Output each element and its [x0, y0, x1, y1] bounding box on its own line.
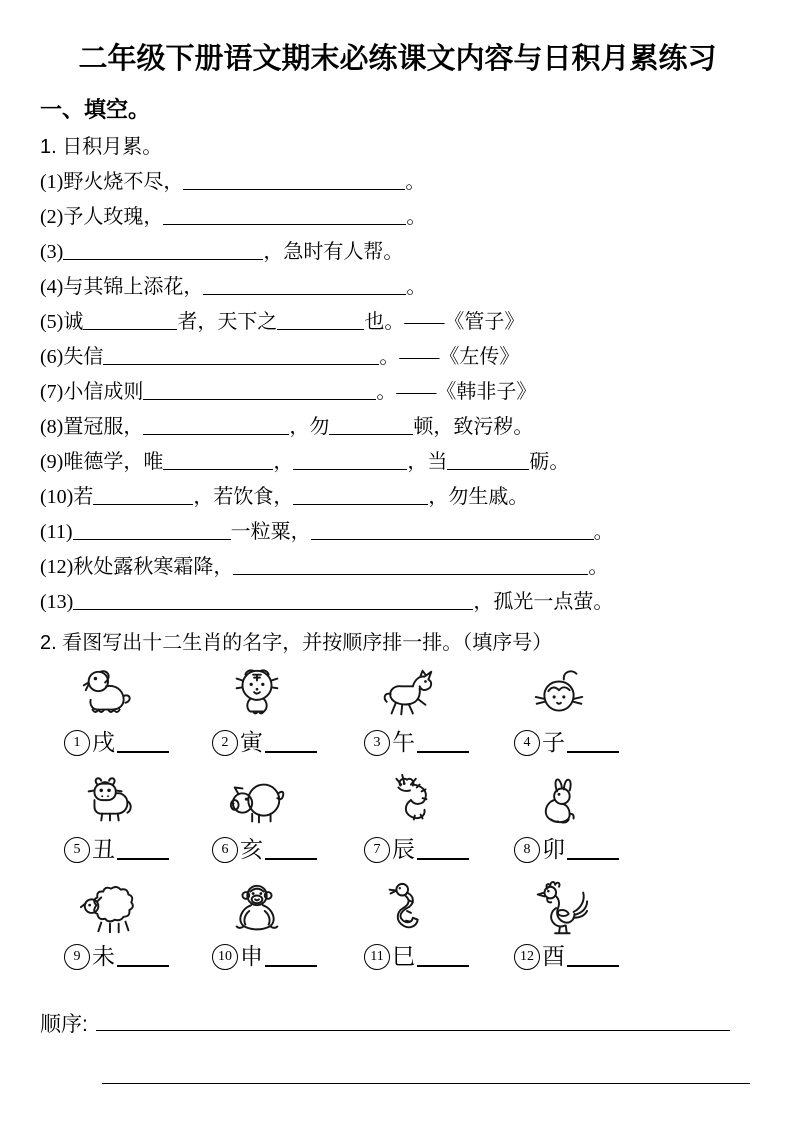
question-text: 。	[593, 521, 614, 543]
answer-blank-q5-2[interactable]	[277, 325, 364, 330]
zodiac-answer-blank-11[interactable]	[417, 947, 469, 967]
question-line-9	[40, 445, 755, 480]
earthly-branch-character: 丑	[92, 837, 115, 862]
question-text: 也。——《管子》	[364, 311, 525, 333]
question-line-3	[40, 235, 755, 270]
answer-blank-q9-1[interactable]	[163, 465, 273, 470]
question-text: 顿，致污秽。	[413, 416, 534, 438]
earthly-branch-character: 巳	[392, 944, 415, 969]
question-text: ，若饮食，	[193, 486, 294, 508]
zodiac-label	[212, 730, 317, 756]
zodiac-label	[514, 837, 619, 863]
zodiac-label	[364, 837, 469, 863]
zodiac-label	[212, 837, 317, 863]
zodiac-item-tiger	[212, 659, 364, 766]
question-text: (13)	[40, 591, 74, 613]
zodiac-answer-blank-6[interactable]	[265, 840, 317, 860]
item-number-circle: 1	[64, 730, 90, 756]
order-answer-line-1[interactable]	[96, 1014, 730, 1031]
zodiac-label	[514, 944, 619, 970]
rabbit-icon	[528, 766, 590, 834]
zodiac-answer-blank-1[interactable]	[117, 733, 169, 753]
earthly-branch-character: 酉	[542, 944, 565, 969]
zodiac-answer-blank-12[interactable]	[567, 947, 619, 967]
item-number-circle: 9	[64, 944, 90, 970]
question-line-10	[40, 480, 755, 515]
item-number-circle: 11	[364, 944, 390, 970]
zodiac-answer-blank-10[interactable]	[265, 947, 317, 967]
answer-blank-q11-2[interactable]	[311, 535, 594, 540]
question-text: (9)唯德学，唯	[40, 451, 164, 473]
zodiac-item-horse	[364, 659, 514, 766]
question-text: 。	[406, 206, 427, 228]
dog-icon	[78, 659, 140, 727]
pig-icon	[226, 766, 288, 834]
horse-icon	[378, 659, 440, 727]
rooster-icon	[528, 873, 590, 941]
question-text: (7)小信成则	[40, 381, 144, 403]
question-line-13	[40, 585, 755, 620]
item-number-circle: 3	[364, 730, 390, 756]
answer-blank-q8-2[interactable]	[329, 430, 413, 435]
question-text: 。	[406, 276, 427, 298]
earthly-branch-character: 未	[92, 944, 115, 969]
item-number-circle: 7	[364, 837, 390, 863]
earthly-branch-character: 申	[240, 944, 263, 969]
earthly-branch-character: 戌	[92, 730, 115, 755]
zodiac-answer-blank-4[interactable]	[567, 733, 619, 753]
item-number-circle: 4	[514, 730, 540, 756]
question-text: (6)失信	[40, 346, 104, 368]
item-number-circle: 2	[212, 730, 238, 756]
zodiac-answer-blank-3[interactable]	[417, 733, 469, 753]
question-line-5	[40, 305, 755, 340]
item-number-circle: 5	[64, 837, 90, 863]
earthly-branch-character: 卯	[542, 837, 565, 862]
question-line-8	[40, 410, 755, 445]
ox-icon	[78, 766, 140, 834]
section-1-heading: 一、填空。	[40, 97, 151, 122]
answer-blank-q13-1[interactable]	[73, 605, 473, 610]
answer-blank-q12-1[interactable]	[233, 570, 588, 575]
question-text: 。——《左传》	[379, 346, 520, 368]
question-text: 。	[405, 171, 426, 193]
order-label: 顺序:	[40, 1013, 88, 1036]
earthly-branch-character: 亥	[240, 837, 263, 862]
question-text: ，急时有人帮。	[263, 241, 404, 263]
zodiac-grid	[64, 659, 755, 980]
question-1-label: 1. 日积月累。	[40, 136, 163, 158]
zodiac-answer-blank-7[interactable]	[417, 840, 469, 860]
item-number-circle: 10	[212, 944, 238, 970]
zodiac-item-rooster	[514, 873, 694, 980]
question-line-1	[40, 165, 755, 200]
sheep-icon	[78, 873, 140, 941]
question-line-6	[40, 340, 755, 375]
zodiac-label	[212, 944, 317, 970]
order-row	[40, 1008, 755, 1038]
question-text: 砺。	[529, 451, 570, 473]
question-2-label: 2. 看图写出十二生肖的名字，并按顺序排一排。（填序号）	[40, 632, 553, 654]
item-number-circle: 8	[514, 837, 540, 863]
answer-blank-q8-1[interactable]	[143, 430, 289, 435]
zodiac-answer-blank-9[interactable]	[117, 947, 169, 967]
order-answer-line-2[interactable]	[102, 1082, 750, 1084]
earthly-branch-character: 子	[542, 730, 565, 755]
monkey-icon	[226, 873, 288, 941]
question-line-2	[40, 200, 755, 235]
question-text: 。——《韩非子》	[376, 381, 537, 403]
answer-blank-q4-1[interactable]	[203, 290, 406, 295]
answer-blank-q10-1[interactable]	[93, 500, 193, 505]
zodiac-answer-blank-2[interactable]	[265, 733, 317, 753]
zodiac-label	[364, 944, 469, 970]
answer-blank-q7-1[interactable]	[143, 395, 376, 400]
question-text: (3)	[40, 241, 64, 263]
snake-icon	[378, 873, 440, 941]
zodiac-label	[64, 944, 169, 970]
question-text: (1)野火烧不尽，	[40, 171, 184, 193]
question-line-12	[40, 550, 755, 585]
question-text: (12)秋处露秋寒霜降，	[40, 556, 234, 578]
zodiac-item-dragon	[364, 766, 514, 873]
answer-blank-q5-1[interactable]	[83, 325, 177, 330]
zodiac-label	[64, 837, 169, 863]
earthly-branch-character: 辰	[392, 837, 415, 862]
zodiac-item-sheep	[64, 873, 212, 980]
answer-blank-q6-1[interactable]	[103, 360, 379, 365]
question-text: (5)诚	[40, 311, 84, 333]
zodiac-answer-blank-8[interactable]	[567, 840, 619, 860]
answer-blank-q10-2[interactable]	[293, 500, 428, 505]
question-text: ，当	[407, 451, 448, 473]
dragon-icon	[378, 766, 440, 834]
question-text: 者，天下之	[177, 311, 278, 333]
question-text: 一粒粟，	[230, 521, 311, 543]
zodiac-item-monkey	[212, 873, 364, 980]
question-text: (10)若	[40, 486, 94, 508]
question-line-4	[40, 270, 755, 305]
zodiac-item-ox	[64, 766, 212, 873]
zodiac-answer-blank-5[interactable]	[117, 840, 169, 860]
zodiac-item-rabbit	[514, 766, 694, 873]
question-text: ，	[273, 451, 294, 473]
question-text: ，孤光一点萤。	[473, 591, 614, 613]
item-number-circle: 12	[514, 944, 540, 970]
question-text: (4)与其锦上添花，	[40, 276, 204, 298]
answer-blank-q9-3[interactable]	[447, 465, 529, 470]
question-text: ，勿	[289, 416, 330, 438]
question-text: ，勿生戚。	[428, 486, 529, 508]
question-line-11	[40, 515, 755, 550]
question-text: (2)予人玫瑰，	[40, 206, 164, 228]
rat-icon	[528, 659, 590, 727]
zodiac-label	[64, 730, 169, 756]
question-line-7	[40, 375, 755, 410]
zodiac-item-dog	[64, 659, 212, 766]
tiger-icon	[226, 659, 288, 727]
answer-blank-q3-1[interactable]	[63, 255, 263, 260]
zodiac-label	[364, 730, 469, 756]
question-text: (8)置冠服，	[40, 416, 144, 438]
zodiac-item-pig	[212, 766, 364, 873]
earthly-branch-character: 寅	[240, 730, 263, 755]
answer-blank-q1-1[interactable]	[183, 185, 405, 190]
zodiac-label	[514, 730, 619, 756]
answer-blank-q11-1[interactable]	[73, 535, 231, 540]
zodiac-item-snake	[364, 873, 514, 980]
earthly-branch-character: 午	[392, 730, 415, 755]
page-title: 二年级下册语文期末必练课文内容与日积月累练习	[78, 43, 717, 75]
fill-in-questions	[40, 165, 755, 620]
answer-blank-q9-2[interactable]	[293, 465, 407, 470]
question-text: (11)	[40, 521, 73, 543]
question-text: 。	[588, 556, 609, 578]
zodiac-item-rat	[514, 659, 694, 766]
item-number-circle: 6	[212, 837, 238, 863]
answer-blank-q2-1[interactable]	[163, 220, 406, 225]
